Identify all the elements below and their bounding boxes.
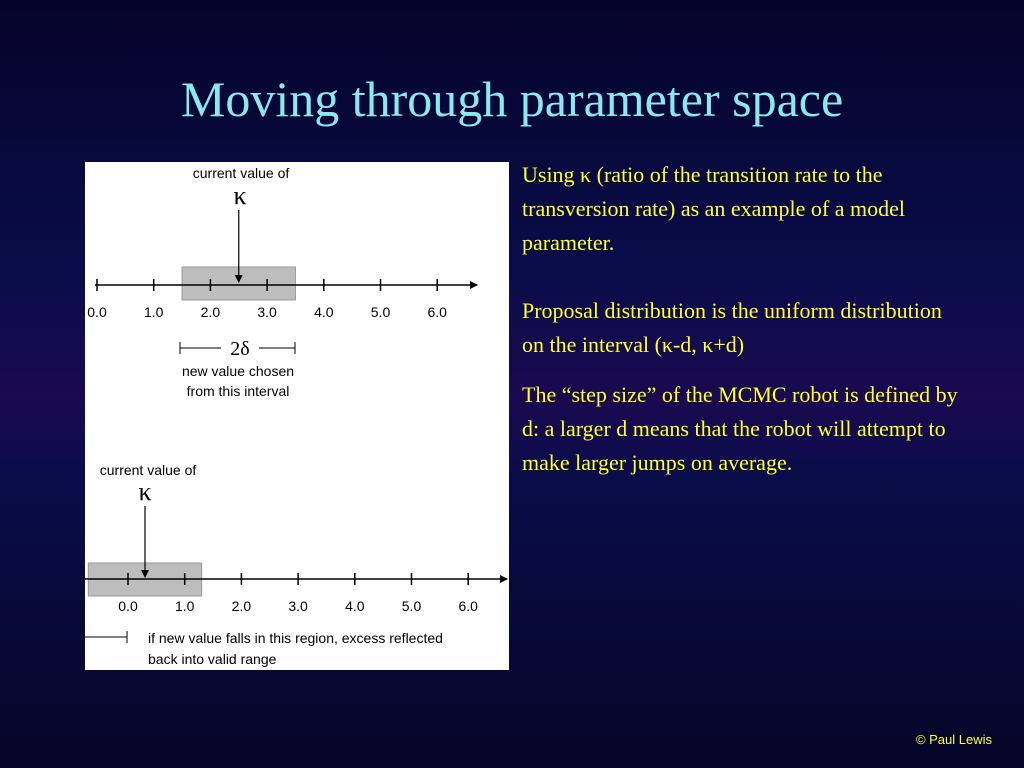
top-tick-label-6: 6.0	[427, 304, 447, 320]
top-tick-label-4: 4.0	[314, 304, 334, 320]
paragraph-proposal-distribution: Proposal distribution is the uniform distribution on the interval (κ-d, κ+d)	[522, 298, 942, 357]
bottom-tick-label-4: 4.0	[345, 598, 365, 614]
proposal-diagram	[85, 162, 509, 670]
top-panel	[87, 165, 477, 399]
bottom-panel	[85, 462, 507, 667]
top-tick-label-1: 1.0	[143, 304, 164, 320]
top-tick-label-2: 2.0	[200, 304, 221, 320]
top-interval-dimension	[180, 338, 295, 360]
bottom-current-value-label: current value of	[99, 462, 197, 478]
explanation-text	[522, 158, 962, 480]
top-caption-line1: new value chosen	[181, 363, 295, 379]
excess-region-dimension	[85, 631, 127, 643]
top-current-value-label: current value of	[192, 165, 290, 181]
bottom-tick-label-6: 6.0	[458, 598, 478, 614]
bottom-caption-line2: back into valid range	[148, 651, 277, 667]
bottom-tick-label-3: 3.0	[288, 598, 308, 614]
top-tick-label-5: 5.0	[370, 304, 391, 320]
proposal-diagram-svg	[85, 162, 509, 670]
paragraph-step-size: The “step size” of the MCMC robot is defined by d: a larger d means that the robot will attempt to make larger jumps on average.	[522, 382, 958, 475]
interval-width-label: 2δ	[230, 338, 250, 360]
copyright: © Paul Lewis	[915, 732, 992, 747]
top-caption-line2: from this interval	[186, 383, 290, 399]
bottom-tick-label-0: 0.0	[118, 598, 138, 614]
slide-title: Moving through parameter space	[180, 71, 844, 127]
bottom-caption-line1: if new value falls in this region, excess reflected	[148, 630, 443, 646]
top-kappa-symbol: κ	[233, 181, 247, 210]
paragraph-kappa-example: Using κ (ratio of the transition rate to the transversion rate) as an example of a model parameter.	[522, 162, 906, 255]
bottom-tick-label-2: 2.0	[231, 598, 252, 614]
bottom-tick-label-5: 5.0	[401, 598, 422, 614]
top-tick-label-0: 0.0	[87, 304, 107, 320]
bottom-tick-label-1: 1.0	[174, 598, 195, 614]
bottom-kappa-symbol: κ	[138, 477, 152, 506]
top-tick-label-3: 3.0	[257, 304, 277, 320]
